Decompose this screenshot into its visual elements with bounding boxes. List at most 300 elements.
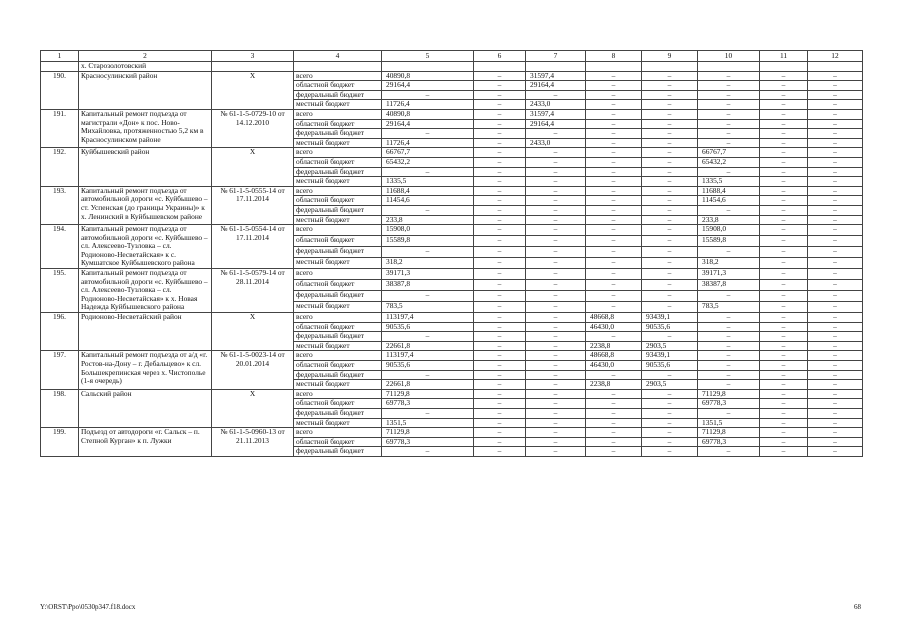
table-cell: – — [760, 119, 808, 129]
table-cell: 113197,4 — [382, 313, 474, 323]
table-cell: 46430,0 — [586, 322, 642, 332]
table-cell: – — [474, 167, 526, 177]
table-cell: – — [760, 100, 808, 110]
table-cell: – — [382, 205, 474, 215]
table-cell: 31597,4 — [526, 109, 586, 119]
table-cell: 783,5 — [698, 302, 760, 313]
table-cell: – — [642, 167, 698, 177]
table-cell: 69778,3 — [698, 399, 760, 409]
table-cell: федеральный бюджет — [294, 90, 382, 100]
table-cell: 93439,1 — [642, 351, 698, 361]
table-cell: 66767,7 — [698, 148, 760, 158]
table-row — [41, 71, 863, 81]
table-cell: 5 — [382, 51, 474, 62]
table-cell: – — [642, 332, 698, 342]
table-cell: – — [526, 167, 586, 177]
table-cell: 90535,6 — [382, 361, 474, 371]
table-cell: – — [474, 322, 526, 332]
table-cell: – — [526, 269, 586, 280]
table-cell: – — [642, 138, 698, 148]
table-cell: – — [642, 177, 698, 187]
table-cell: – — [586, 157, 642, 167]
table-cell: областной бюджет — [294, 361, 382, 371]
table-cell: 46430,0 — [586, 361, 642, 371]
table-cell: – — [586, 399, 642, 409]
table-cell: – — [526, 90, 586, 100]
table-cell: – — [526, 236, 586, 247]
table-cell: – — [586, 280, 642, 291]
table-cell: – — [586, 269, 642, 280]
table-cell: – — [642, 428, 698, 438]
table-cell: федеральный бюджет — [294, 291, 382, 302]
table-cell: 90535,6 — [642, 322, 698, 332]
table-cell: 22661,8 — [382, 380, 474, 390]
table-cell: областной бюджет — [294, 322, 382, 332]
table-cell: Х — [212, 148, 294, 186]
table-cell: – — [760, 167, 808, 177]
table-cell: – — [642, 437, 698, 447]
table-cell: № 61-1-5-0729-10 от 14.12.2010 — [212, 109, 294, 147]
table-cell: – — [698, 100, 760, 110]
table-cell: – — [760, 341, 808, 351]
table-cell: – — [808, 236, 863, 247]
table-cell: – — [526, 177, 586, 187]
table-cell: – — [526, 428, 586, 438]
table-cell: – — [698, 341, 760, 351]
table-cell: – — [808, 370, 863, 380]
table-cell: – — [474, 119, 526, 129]
table-cell: Красносулинский район — [79, 71, 212, 109]
table-cell: 318,2 — [382, 258, 474, 269]
table-cell — [642, 62, 698, 72]
table-row — [41, 225, 863, 236]
table-cell: – — [586, 129, 642, 139]
table-cell: – — [586, 258, 642, 269]
table-cell: 318,2 — [698, 258, 760, 269]
table-cell: – — [586, 81, 642, 91]
table-cell: № 61-1-5-0579-14 от 28.11.2014 — [212, 269, 294, 313]
table-cell: – — [698, 322, 760, 332]
table-cell: федеральный бюджет — [294, 247, 382, 258]
table-cell: – — [382, 447, 474, 457]
table-cell: – — [808, 302, 863, 313]
table-cell: – — [526, 332, 586, 342]
table-row — [41, 313, 863, 323]
table-cell: 2 — [79, 51, 212, 62]
file-path: Y:\ORST\Ppo\0530p347.f18.docx — [40, 603, 136, 611]
table-cell: – — [760, 215, 808, 225]
table-cell: 15908,0 — [382, 225, 474, 236]
table-cell: – — [642, 269, 698, 280]
table-cell: Х — [212, 71, 294, 109]
table-row — [41, 186, 863, 196]
table-cell: – — [586, 205, 642, 215]
table-cell: местный бюджет — [294, 177, 382, 187]
table-cell: – — [474, 408, 526, 418]
table-cell: местный бюджет — [294, 380, 382, 390]
table-cell: 48668,8 — [586, 313, 642, 323]
table-cell: – — [586, 148, 642, 158]
table-cell: 71129,8 — [698, 428, 760, 438]
table-cell: 198. — [41, 389, 79, 427]
table-cell: – — [586, 418, 642, 428]
table-cell: – — [526, 447, 586, 457]
table-cell: – — [760, 370, 808, 380]
table-cell: – — [642, 236, 698, 247]
table-cell: – — [760, 196, 808, 206]
table-cell: – — [698, 370, 760, 380]
table-cell: – — [586, 138, 642, 148]
table-cell: всего — [294, 313, 382, 323]
table-cell: – — [642, 447, 698, 457]
table-cell: – — [526, 408, 586, 418]
table-cell: – — [808, 196, 863, 206]
table-cell: 69778,3 — [382, 399, 474, 409]
table-cell: – — [808, 119, 863, 129]
table-cell: – — [760, 399, 808, 409]
table-cell: 2903,5 — [642, 380, 698, 390]
table-cell: – — [474, 418, 526, 428]
table-cell: Сальский район — [79, 389, 212, 427]
table-cell: – — [382, 408, 474, 418]
table-cell: 31597,4 — [526, 71, 586, 81]
table-cell: – — [808, 109, 863, 119]
table-cell: – — [526, 196, 586, 206]
table-row — [41, 428, 863, 438]
table-cell: 1 — [41, 51, 79, 62]
table-cell: – — [698, 90, 760, 100]
table-cell: – — [808, 399, 863, 409]
table-cell: – — [474, 247, 526, 258]
table-cell: 15908,0 — [698, 225, 760, 236]
table-cell: – — [760, 109, 808, 119]
table-cell: 194. — [41, 225, 79, 269]
table-cell: – — [526, 205, 586, 215]
table-cell: – — [586, 408, 642, 418]
table-cell: – — [474, 380, 526, 390]
table-cell: – — [474, 361, 526, 371]
table-cell: – — [586, 225, 642, 236]
table-cell — [698, 62, 760, 72]
table-cell: – — [586, 428, 642, 438]
table-cell: – — [474, 236, 526, 247]
table-cell: Капитальный ремонт подъезда от магистрали «Дон» к пос. Ново-Михайловка, протяженностью 5,2 км в Красносулинском районе — [79, 109, 212, 147]
table-cell: – — [474, 186, 526, 196]
table-cell: – — [526, 380, 586, 390]
table-cell: – — [808, 389, 863, 399]
table-cell: 9 — [642, 51, 698, 62]
table-cell: 11454,6 — [382, 196, 474, 206]
table-cell: – — [474, 370, 526, 380]
table-cell: – — [642, 109, 698, 119]
table-cell: 783,5 — [382, 302, 474, 313]
table-cell: – — [474, 258, 526, 269]
table-cell: – — [474, 341, 526, 351]
table-cell: – — [760, 428, 808, 438]
table-cell: федеральный бюджет — [294, 205, 382, 215]
table-cell: – — [698, 351, 760, 361]
table-cell: 15589,8 — [698, 236, 760, 247]
table-cell — [41, 62, 79, 72]
table-cell: 22661,8 — [382, 341, 474, 351]
table-cell: 1335,5 — [382, 177, 474, 187]
table-cell: – — [760, 302, 808, 313]
table-cell: – — [526, 389, 586, 399]
table-cell: областной бюджет — [294, 399, 382, 409]
table-cell: – — [474, 138, 526, 148]
table-cell: – — [808, 148, 863, 158]
table-cell: всего — [294, 148, 382, 158]
table-cell — [294, 62, 382, 72]
table-cell: – — [474, 280, 526, 291]
table-cell: – — [586, 109, 642, 119]
table-cell: – — [474, 109, 526, 119]
table-cell: – — [586, 100, 642, 110]
table-cell: – — [808, 71, 863, 81]
table-cell: – — [526, 247, 586, 258]
table-cell: 2433,0 — [526, 138, 586, 148]
table-cell: – — [698, 109, 760, 119]
table-cell: местный бюджет — [294, 302, 382, 313]
table-cell: – — [526, 148, 586, 158]
table-cell: областной бюджет — [294, 437, 382, 447]
table-cell: – — [808, 322, 863, 332]
table-cell: – — [474, 177, 526, 187]
table-cell: – — [586, 90, 642, 100]
table-cell: 71129,8 — [382, 428, 474, 438]
table-cell — [760, 62, 808, 72]
table-cell: – — [586, 186, 642, 196]
table-cell: – — [474, 100, 526, 110]
table-cell: 71129,8 — [382, 389, 474, 399]
table-cell: областной бюджет — [294, 280, 382, 291]
table-cell: 190. — [41, 71, 79, 109]
table-cell: 196. — [41, 313, 79, 351]
table-cell: – — [474, 148, 526, 158]
table-cell: – — [698, 138, 760, 148]
table-cell: – — [474, 313, 526, 323]
table-cell: – — [382, 129, 474, 139]
table-cell: – — [698, 247, 760, 258]
table-cell: – — [760, 418, 808, 428]
table-cell: – — [760, 447, 808, 457]
table-cell: – — [586, 370, 642, 380]
table-cell — [808, 62, 863, 72]
table-cell: – — [526, 361, 586, 371]
table-cell: 197. — [41, 351, 79, 389]
table-cell: – — [526, 186, 586, 196]
table-cell: Капитальный ремонт подъезда от автомобильной дороги «с. Куйбышево – сл. Алексеево-Тузловка – сл. Родионово-Несветайская» к х. Новая Надежда Куйбышевского района — [79, 269, 212, 313]
table-cell: – — [760, 247, 808, 258]
table-cell: – — [642, 291, 698, 302]
table-cell: 39171,3 — [382, 269, 474, 280]
table-cell: – — [586, 236, 642, 247]
table-cell: 233,8 — [698, 215, 760, 225]
table-cell: – — [808, 138, 863, 148]
table-cell: – — [698, 205, 760, 215]
table-cell: 65432,2 — [382, 157, 474, 167]
table-cell: – — [642, 215, 698, 225]
table-cell: – — [642, 100, 698, 110]
table-cell: – — [760, 380, 808, 390]
table-cell: – — [526, 280, 586, 291]
table-cell — [382, 62, 474, 72]
table-cell: 93439,1 — [642, 313, 698, 323]
table-row — [41, 351, 863, 361]
table-cell: – — [760, 71, 808, 81]
table-cell: 2238,8 — [586, 380, 642, 390]
table-cell: – — [642, 119, 698, 129]
table-cell: – — [474, 269, 526, 280]
table-cell: – — [760, 90, 808, 100]
table-cell: местный бюджет — [294, 418, 382, 428]
table-cell: – — [760, 322, 808, 332]
table-cell: 90535,6 — [642, 361, 698, 371]
table-cell: Подъезд от автодороги «г. Сальск – п. Степной Курган» к п. Лужки — [79, 428, 212, 457]
table-cell: 192. — [41, 148, 79, 186]
table-row — [41, 62, 863, 72]
table-cell: 29164,4 — [382, 119, 474, 129]
table-cell: 11454,6 — [698, 196, 760, 206]
table-cell: 10 — [698, 51, 760, 62]
table-cell: – — [526, 258, 586, 269]
table-cell: – — [760, 205, 808, 215]
table-cell: – — [474, 447, 526, 457]
table-cell: – — [760, 258, 808, 269]
table-cell: – — [586, 247, 642, 258]
table-cell: – — [698, 408, 760, 418]
table-cell: местный бюджет — [294, 138, 382, 148]
table-cell: – — [642, 370, 698, 380]
table-cell: – — [586, 332, 642, 342]
table-cell: – — [760, 177, 808, 187]
table-cell: 90535,6 — [382, 322, 474, 332]
table-cell: 12 — [808, 51, 863, 62]
table-cell: областной бюджет — [294, 81, 382, 91]
table-cell: – — [808, 205, 863, 215]
table-cell: – — [474, 351, 526, 361]
table-cell: 8 — [586, 51, 642, 62]
table-cell: 2903,5 — [642, 341, 698, 351]
table-cell: – — [760, 437, 808, 447]
table-cell: – — [474, 205, 526, 215]
table-cell: – — [586, 177, 642, 187]
table-cell: – — [474, 291, 526, 302]
table-cell: Капитальный ремонт подъезда от автомобильной дороги «с. Куйбышево – ст. Успенская (до границы Украины)» к х. Ленинский в Куйбышевском районе — [79, 186, 212, 224]
table-cell: – — [382, 291, 474, 302]
table-cell: – — [808, 437, 863, 447]
table-cell: – — [698, 380, 760, 390]
table-cell: – — [474, 157, 526, 167]
table-cell: – — [642, 408, 698, 418]
table-cell: – — [642, 302, 698, 313]
table-cell: 233,8 — [382, 215, 474, 225]
table-cell: – — [642, 258, 698, 269]
table-cell: – — [526, 437, 586, 447]
table-cell: – — [760, 157, 808, 167]
table-cell: – — [698, 332, 760, 342]
table-cell: – — [642, 280, 698, 291]
table-cell: – — [808, 341, 863, 351]
table-cell: федеральный бюджет — [294, 447, 382, 457]
table-cell: 29164,4 — [526, 81, 586, 91]
table-cell: 11726,4 — [382, 100, 474, 110]
table-cell: – — [586, 437, 642, 447]
table-cell: федеральный бюджет — [294, 129, 382, 139]
table-cell: – — [760, 361, 808, 371]
table-cell: № 61-1-5-0555-14 от 17.11.2014 — [212, 186, 294, 224]
table-cell: – — [526, 215, 586, 225]
table-cell: – — [526, 291, 586, 302]
table-cell: – — [698, 119, 760, 129]
budget-table — [40, 50, 863, 457]
table-cell: – — [760, 291, 808, 302]
table-cell: – — [698, 361, 760, 371]
table-cell: 11688,4 — [382, 186, 474, 196]
table-cell: 1335,5 — [698, 177, 760, 187]
table-cell: – — [698, 129, 760, 139]
table-cell: – — [474, 81, 526, 91]
table-cell: – — [586, 71, 642, 81]
table-cell: 71129,8 — [698, 389, 760, 399]
table-cell: – — [382, 247, 474, 258]
table-cell: всего — [294, 109, 382, 119]
table-cell: – — [698, 313, 760, 323]
table-cell: – — [808, 81, 863, 91]
column-number-row — [41, 51, 863, 62]
table-cell: 65432,2 — [698, 157, 760, 167]
table-cell: – — [760, 389, 808, 399]
table-cell: – — [474, 129, 526, 139]
table-cell: – — [760, 280, 808, 291]
table-cell: – — [808, 177, 863, 187]
table-cell: 113197,4 — [382, 351, 474, 361]
table-cell: – — [526, 351, 586, 361]
table-cell: 2238,8 — [586, 341, 642, 351]
table-cell: – — [474, 71, 526, 81]
table-cell: – — [526, 370, 586, 380]
table-cell: – — [808, 167, 863, 177]
table-cell: 195. — [41, 269, 79, 313]
table-cell: – — [526, 418, 586, 428]
table-cell: – — [698, 81, 760, 91]
table-cell: – — [586, 447, 642, 457]
table-cell: Капитальный ремонт подъезда от автомобильной дороги «с. Куйбышево – сл. Алексеево-Тузловка – сл. Родионово-Несветайская» к с. Кумшатское Куйбышевского района — [79, 225, 212, 269]
table-cell: – — [586, 215, 642, 225]
table-cell: – — [760, 332, 808, 342]
table-cell: – — [474, 332, 526, 342]
table-cell: 38387,8 — [382, 280, 474, 291]
table-cell: – — [698, 291, 760, 302]
table-cell: – — [642, 148, 698, 158]
table-cell: 6 — [474, 51, 526, 62]
table-cell: – — [474, 437, 526, 447]
table-cell: – — [808, 380, 863, 390]
table-cell: – — [382, 167, 474, 177]
table-cell: 69778,3 — [698, 437, 760, 447]
table-cell: № 61-1-5-0023-14 от 20.01.2014 — [212, 351, 294, 389]
table-cell: – — [808, 351, 863, 361]
table-cell: – — [474, 196, 526, 206]
table-cell: – — [760, 313, 808, 323]
page-number: 68 — [854, 603, 861, 611]
table-cell: – — [642, 157, 698, 167]
table-cell: – — [586, 302, 642, 313]
table-body — [41, 51, 863, 457]
table-cell: – — [808, 447, 863, 457]
table-cell: – — [760, 408, 808, 418]
table-cell: 3 — [212, 51, 294, 62]
